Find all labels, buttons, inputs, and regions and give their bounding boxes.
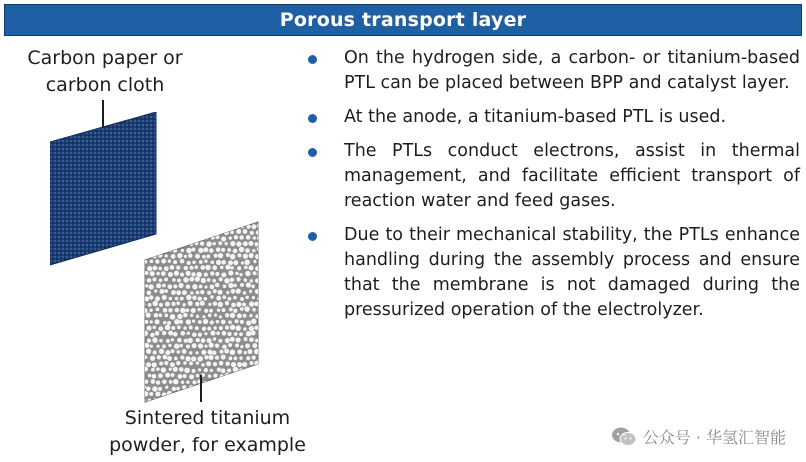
bullet-text: On the hydrogen side, a carbon- or titanium-based PTL can be placed between BPP and catalyst layer. [344, 48, 800, 93]
bullet-dot-icon [308, 148, 317, 157]
wechat-icon [611, 426, 637, 448]
bullet-list [306, 46, 800, 332]
bullet-text: At the anode, a titanium-based PTL is used. [344, 107, 727, 127]
titanium-plate-image [140, 214, 265, 404]
titanium-label-line-2: powder, for example [109, 434, 306, 456]
bullet-item [306, 105, 800, 130]
titanium-label-line-1: Sintered titanium [124, 407, 291, 429]
watermark [611, 425, 786, 448]
carbon-label-line-2: carbon cloth [45, 74, 165, 96]
carbon-label [10, 45, 200, 99]
titanium-leader-line [200, 375, 202, 402]
slide-title: Porous transport layer [279, 9, 527, 31]
bullet-item [306, 139, 800, 214]
bullet-dot-icon [308, 114, 317, 123]
bullet-dot-icon [308, 232, 317, 241]
carbon-label-line-1: Carbon paper or [27, 47, 183, 69]
bullet-dot-icon [308, 55, 317, 64]
titanium-label [100, 405, 315, 459]
bullet-text: Due to their mechanical stability, the PTLs enhance handling during the assembly process and ensure that the membrane is not damaged during the pressurized operation of the electrolyzer. [344, 225, 800, 320]
carbon-leader-line [102, 100, 104, 128]
bullet-text: The PTLs conduct electrons, assist in thermal management, and facilitate efficient transport of reaction water and feed gases. [344, 141, 800, 211]
bullet-item [306, 223, 800, 323]
watermark-text: 公众号 · 华氢汇智能 [642, 428, 786, 447]
header-bar [4, 4, 802, 36]
bullet-item [306, 46, 800, 96]
